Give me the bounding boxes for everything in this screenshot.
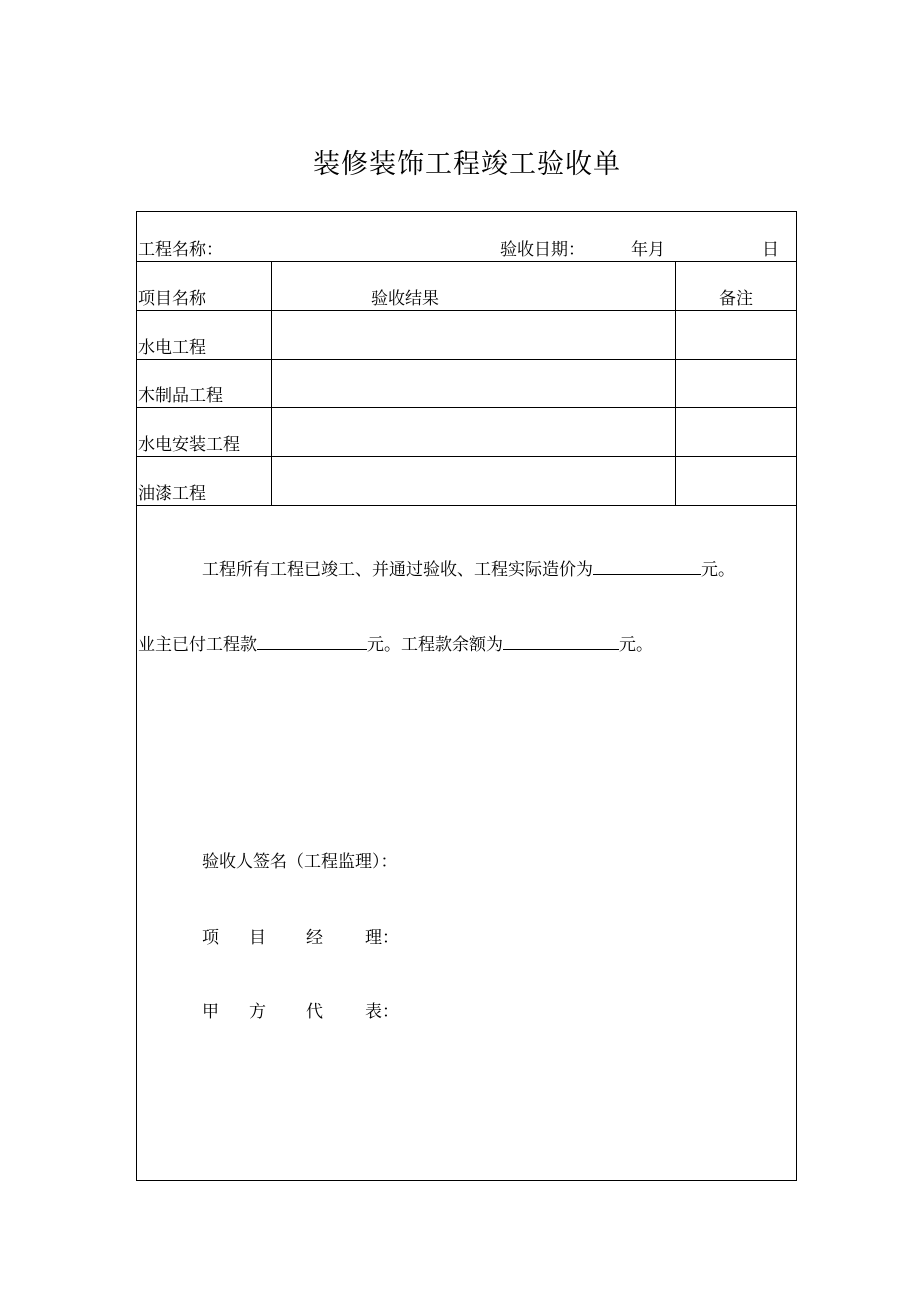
- table-row-name: 木制品工程: [138, 386, 223, 406]
- column-header-remark: 备注: [719, 289, 753, 309]
- paid-amount-blank[interactable]: [257, 634, 367, 650]
- project-manager-char: 经: [306, 928, 323, 948]
- yuan-unit: 元。: [701, 560, 735, 580]
- party-a-representative-char: 方: [249, 1002, 266, 1022]
- document-title: 装修装饰工程竣工验收单: [313, 149, 621, 180]
- row-divider: [136, 310, 797, 311]
- row-divider: [136, 359, 797, 360]
- table-row-name: 水电安装工程: [138, 435, 240, 455]
- completion-statement: [202, 559, 735, 580]
- yuan-unit: 元。: [619, 635, 653, 655]
- inspector-signature-label: 验收人签名（工程监理）：: [202, 852, 398, 872]
- project-manager-char: 理：: [365, 928, 399, 948]
- column-header-item-name: 项目名称: [138, 289, 206, 309]
- balance-label: 元。工程款余额为: [367, 635, 503, 655]
- row-divider: [136, 261, 797, 262]
- balance-amount-blank[interactable]: [503, 634, 619, 650]
- party-a-representative-char: 表：: [365, 1002, 399, 1022]
- row-divider: [136, 407, 797, 408]
- acceptance-date-label: 验收日期：: [500, 240, 585, 260]
- row-divider: [136, 505, 797, 506]
- date-day: 日: [762, 240, 779, 260]
- paid-amount-label: 业主已付工程款: [138, 635, 257, 655]
- table-row-name: 水电工程: [138, 338, 206, 358]
- project-manager-char: 目: [249, 928, 266, 948]
- party-a-representative-char: 甲: [202, 1002, 219, 1022]
- payment-statement: [138, 634, 653, 655]
- party-a-representative-char: 代: [306, 1002, 323, 1022]
- table-row-name: 油漆工程: [138, 484, 206, 504]
- row-divider: [136, 456, 797, 457]
- completion-statement-text: 工程所有工程已竣工、并通过验收、工程实际造价为: [202, 560, 593, 580]
- column-divider: [271, 261, 272, 505]
- date-year-month: 年月: [631, 240, 665, 260]
- project-name-label: 工程名称：: [138, 240, 223, 260]
- actual-cost-blank[interactable]: [593, 559, 701, 575]
- column-divider: [675, 261, 676, 505]
- acceptance-form: [136, 211, 797, 1181]
- project-manager-char: 项: [202, 928, 219, 948]
- column-header-result: 验收结果: [371, 289, 439, 309]
